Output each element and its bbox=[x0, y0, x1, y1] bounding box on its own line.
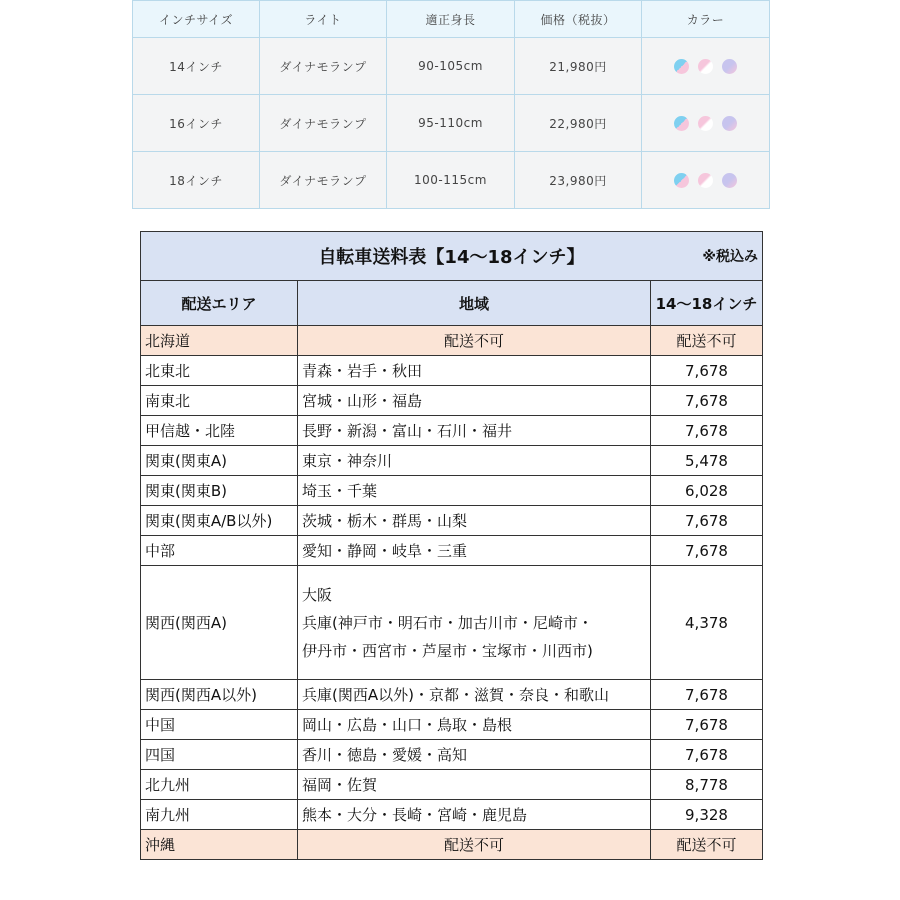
spec-header-size: インチサイズ bbox=[133, 1, 260, 38]
shipping-row bbox=[141, 326, 763, 356]
shipping-row bbox=[141, 830, 763, 860]
shipping-area: 甲信越・北陸 bbox=[141, 416, 298, 446]
shipping-row bbox=[141, 446, 763, 476]
spec-cell-height: 100-115cm bbox=[387, 152, 515, 209]
color-swatch-icon bbox=[722, 116, 737, 131]
spec-header-height: 適正身長 bbox=[387, 1, 515, 38]
spec-cell-size: 16インチ bbox=[133, 95, 260, 152]
shipping-row bbox=[141, 416, 763, 446]
shipping-region: 長野・新潟・富山・石川・福井 bbox=[298, 416, 651, 446]
shipping-price: 配送不可 bbox=[651, 830, 763, 860]
shipping-price: 8,778 bbox=[651, 770, 763, 800]
spec-row bbox=[133, 38, 770, 95]
shipping-region-line: 伊丹市・西宮市・芦屋市・宝塚市・川西市) bbox=[302, 641, 593, 660]
color-swatch-icon bbox=[698, 173, 713, 188]
shipping-row bbox=[141, 710, 763, 740]
spec-cell-price: 23,980円 bbox=[515, 152, 642, 209]
shipping-title: 自転車送料表【14～18インチ】 bbox=[318, 247, 585, 268]
color-swatches bbox=[674, 59, 737, 74]
spec-header-light: ライト bbox=[260, 1, 387, 38]
spec-cell-price: 21,980円 bbox=[515, 38, 642, 95]
spec-cell-price: 22,980円 bbox=[515, 95, 642, 152]
shipping-price: 9,328 bbox=[651, 800, 763, 830]
shipping-price: 7,678 bbox=[651, 356, 763, 386]
shipping-region: 福岡・佐賀 bbox=[298, 770, 651, 800]
color-swatch-icon bbox=[674, 173, 689, 188]
shipping-row bbox=[141, 566, 763, 680]
shipping-area: 関東(関東B) bbox=[141, 476, 298, 506]
spec-cell-height: 90-105cm bbox=[387, 38, 515, 95]
shipping-area: 南九州 bbox=[141, 800, 298, 830]
shipping-area: 中部 bbox=[141, 536, 298, 566]
color-swatch-icon bbox=[722, 59, 737, 74]
shipping-region: 茨城・栃木・群馬・山梨 bbox=[298, 506, 651, 536]
spec-cell-light: ダイナモランプ bbox=[260, 38, 387, 95]
shipping-region: 東京・神奈川 bbox=[298, 446, 651, 476]
shipping-area: 沖縄 bbox=[141, 830, 298, 860]
shipping-region-line: 大阪 bbox=[302, 585, 333, 604]
shipping-region: 宮城・山形・福島 bbox=[298, 386, 651, 416]
shipping-area: 関東(関東A) bbox=[141, 446, 298, 476]
shipping-price: 7,678 bbox=[651, 416, 763, 446]
shipping-area: 関西(関西A) bbox=[141, 566, 298, 680]
shipping-area: 関西(関西A以外) bbox=[141, 680, 298, 710]
shipping-row bbox=[141, 476, 763, 506]
color-swatches bbox=[674, 173, 737, 188]
shipping-area: 中国 bbox=[141, 710, 298, 740]
shipping-table bbox=[140, 231, 763, 860]
shipping-price: 7,678 bbox=[651, 506, 763, 536]
shipping-region: 埼玉・千葉 bbox=[298, 476, 651, 506]
shipping-price: 7,678 bbox=[651, 680, 763, 710]
shipping-price: 7,678 bbox=[651, 536, 763, 566]
spec-cell-size: 14インチ bbox=[133, 38, 260, 95]
tax-note: ※税込み bbox=[702, 249, 758, 265]
shipping-region: 青森・岩手・秋田 bbox=[298, 356, 651, 386]
shipping-area: 北東北 bbox=[141, 356, 298, 386]
shipping-region: 兵庫(関西A以外)・京都・滋賀・奈良・和歌山 bbox=[298, 680, 651, 710]
spec-row bbox=[133, 152, 770, 209]
shipping-row bbox=[141, 800, 763, 830]
shipping-row bbox=[141, 680, 763, 710]
spec-header-price: 価格（税抜） bbox=[515, 1, 642, 38]
shipping-area: 四国 bbox=[141, 740, 298, 770]
shipping-region bbox=[298, 566, 651, 680]
spec-table bbox=[132, 0, 770, 209]
shipping-region: 配送不可 bbox=[298, 326, 651, 356]
shipping-header-row bbox=[141, 281, 763, 326]
shipping-price: 5,478 bbox=[651, 446, 763, 476]
shipping-area: 関東(関東A/B以外) bbox=[141, 506, 298, 536]
shipping-price: 7,678 bbox=[651, 740, 763, 770]
spec-cell-colors bbox=[642, 152, 770, 209]
shipping-row bbox=[141, 506, 763, 536]
spec-header-color: カラー bbox=[642, 1, 770, 38]
color-swatch-icon bbox=[698, 116, 713, 131]
spec-cell-colors bbox=[642, 38, 770, 95]
shipping-header-region: 地域 bbox=[298, 281, 651, 326]
shipping-area: 北九州 bbox=[141, 770, 298, 800]
shipping-row bbox=[141, 386, 763, 416]
color-swatch-icon bbox=[674, 116, 689, 131]
shipping-price: 6,028 bbox=[651, 476, 763, 506]
shipping-row bbox=[141, 740, 763, 770]
shipping-price: 7,678 bbox=[651, 710, 763, 740]
shipping-region: 配送不可 bbox=[298, 830, 651, 860]
shipping-title-row bbox=[141, 232, 763, 281]
spec-cell-height: 95-110cm bbox=[387, 95, 515, 152]
shipping-price: 配送不可 bbox=[651, 326, 763, 356]
shipping-region: 熊本・大分・長崎・宮崎・鹿児島 bbox=[298, 800, 651, 830]
color-swatch-icon bbox=[722, 173, 737, 188]
spec-cell-light: ダイナモランプ bbox=[260, 95, 387, 152]
shipping-region: 香川・徳島・愛媛・高知 bbox=[298, 740, 651, 770]
shipping-area: 南東北 bbox=[141, 386, 298, 416]
shipping-row bbox=[141, 770, 763, 800]
shipping-region-line: 兵庫(神戸市・明石市・加古川市・尼崎市・ bbox=[302, 613, 593, 632]
color-swatch-icon bbox=[674, 59, 689, 74]
spec-row bbox=[133, 95, 770, 152]
spec-header-row bbox=[133, 1, 770, 38]
shipping-price: 7,678 bbox=[651, 386, 763, 416]
shipping-price: 4,378 bbox=[651, 566, 763, 680]
spec-cell-size: 18インチ bbox=[133, 152, 260, 209]
color-swatch-icon bbox=[698, 59, 713, 74]
shipping-row bbox=[141, 536, 763, 566]
color-swatches bbox=[674, 116, 737, 131]
spec-cell-colors bbox=[642, 95, 770, 152]
shipping-header-price: 14～18インチ bbox=[651, 281, 763, 326]
shipping-row bbox=[141, 356, 763, 386]
spec-cell-light: ダイナモランプ bbox=[260, 152, 387, 209]
shipping-area: 北海道 bbox=[141, 326, 298, 356]
shipping-header-area: 配送エリア bbox=[141, 281, 298, 326]
shipping-region: 岡山・広島・山口・鳥取・島根 bbox=[298, 710, 651, 740]
shipping-region: 愛知・静岡・岐阜・三重 bbox=[298, 536, 651, 566]
